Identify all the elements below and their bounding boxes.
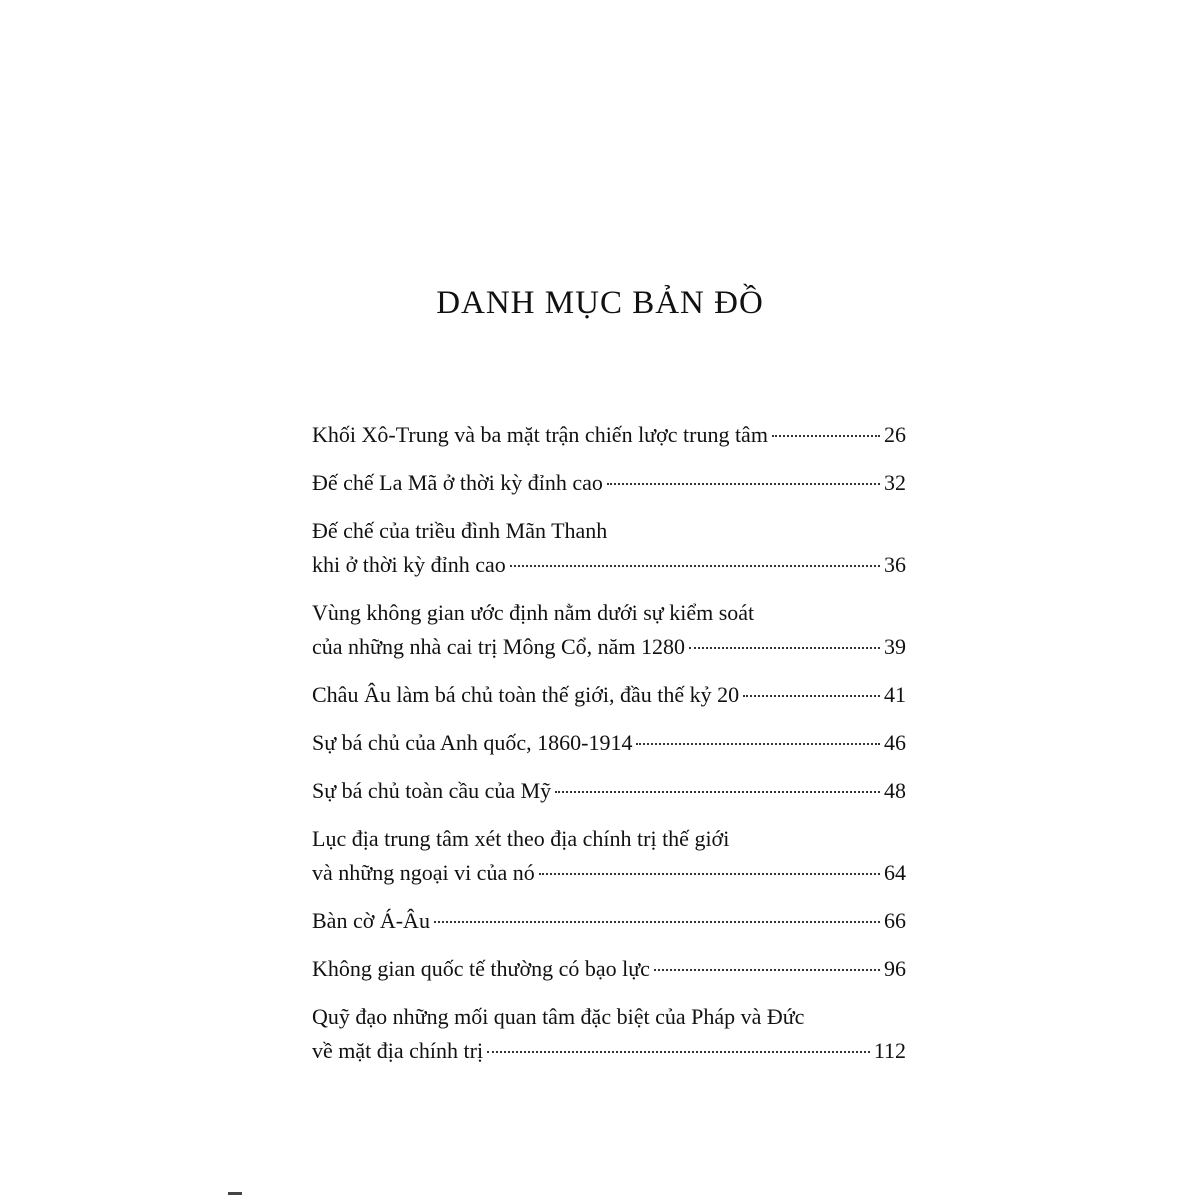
page-edge-mark [228, 1192, 242, 1195]
toc-entry-line [312, 548, 906, 582]
toc-entry-line [312, 726, 906, 760]
toc-entry-title: Khối Xô-Trung và ba mặt trận chiến lược trung tâm [312, 422, 768, 447]
dot-leader [636, 743, 880, 745]
dot-leader [743, 695, 880, 697]
toc-entry [312, 678, 906, 712]
toc-page-number: 64 [884, 860, 906, 885]
toc-entry-title: Vùng không gian ước định nằm dưới sự kiểm soát [312, 600, 755, 625]
toc-entry [312, 822, 906, 890]
toc-entry-title: Không gian quốc tế thường có bạo lực [312, 956, 650, 981]
toc-page-number: 96 [884, 956, 906, 981]
toc-entry-title: và những ngoại vi của nó [312, 860, 535, 885]
dot-leader [434, 921, 880, 923]
toc-entry-title: Bàn cờ Á-Âu [312, 908, 430, 933]
toc-entry-title: Sự bá chủ của Anh quốc, 1860-1914 [312, 730, 633, 755]
toc-entry-line [312, 1034, 906, 1068]
toc-page-number: 32 [884, 470, 906, 495]
toc-entry-line [312, 952, 906, 986]
toc-entry-line [312, 466, 906, 500]
toc-entry-line [312, 596, 906, 630]
toc-entry [312, 952, 906, 986]
toc-entry [312, 726, 906, 760]
toc-entry-title: Đế chế của triều đình Mãn Thanh [312, 518, 608, 543]
toc-entry-title: Đế chế La Mã ở thời kỳ đỉnh cao [312, 470, 603, 495]
toc-entry [312, 1000, 906, 1068]
dot-leader [510, 565, 880, 567]
dot-leader [487, 1051, 870, 1053]
toc-page-number: 26 [884, 422, 906, 447]
toc-entry-title: Lục địa trung tâm xét theo địa chính trị thế giới [312, 826, 730, 851]
toc-entry-line [312, 514, 906, 548]
dot-leader [607, 483, 880, 485]
toc-entry [312, 904, 906, 938]
toc-page-number: 41 [884, 682, 906, 707]
dot-leader [689, 647, 880, 649]
toc-entry-line [312, 630, 906, 664]
toc-page-number: 66 [884, 908, 906, 933]
table-of-maps [312, 418, 906, 1082]
dot-leader [555, 791, 880, 793]
toc-page-number: 39 [884, 634, 906, 659]
toc-entry-title: Sự bá chủ toàn cầu của Mỹ [312, 778, 552, 803]
toc-page-number: 46 [884, 730, 906, 755]
toc-page-number: 48 [884, 778, 906, 803]
toc-entry [312, 514, 906, 582]
toc-page-number: 36 [884, 552, 906, 577]
toc-entry-line [312, 822, 906, 856]
toc-page-number: 112 [873, 1038, 906, 1063]
toc-entry-line [312, 678, 906, 712]
toc-entry-line [312, 774, 906, 808]
toc-entry [312, 596, 906, 664]
toc-entry-line [312, 1000, 906, 1034]
toc-entry-title: Châu Âu làm bá chủ toàn thế giới, đầu thế kỷ 20 [312, 682, 740, 707]
toc-entry-title: Quỹ đạo những mối quan tâm đặc biệt của Pháp và Đức [312, 1004, 805, 1029]
toc-entry [312, 774, 906, 808]
toc-entry-line [312, 856, 906, 890]
toc-entry-line [312, 418, 906, 452]
dot-leader [539, 873, 880, 875]
toc-entry-title: của những nhà cai trị Mông Cổ, năm 1280 [312, 634, 686, 659]
toc-entry-title: về mặt địa chính trị [312, 1038, 484, 1063]
dot-leader [654, 969, 880, 971]
toc-entry [312, 418, 906, 452]
toc-entry-title: khi ở thời kỳ đỉnh cao [312, 552, 506, 577]
toc-entry [312, 466, 906, 500]
toc-entry-line [312, 904, 906, 938]
dot-leader [772, 435, 880, 437]
page-title: DANH MỤC BẢN ĐỒ [436, 285, 764, 321]
